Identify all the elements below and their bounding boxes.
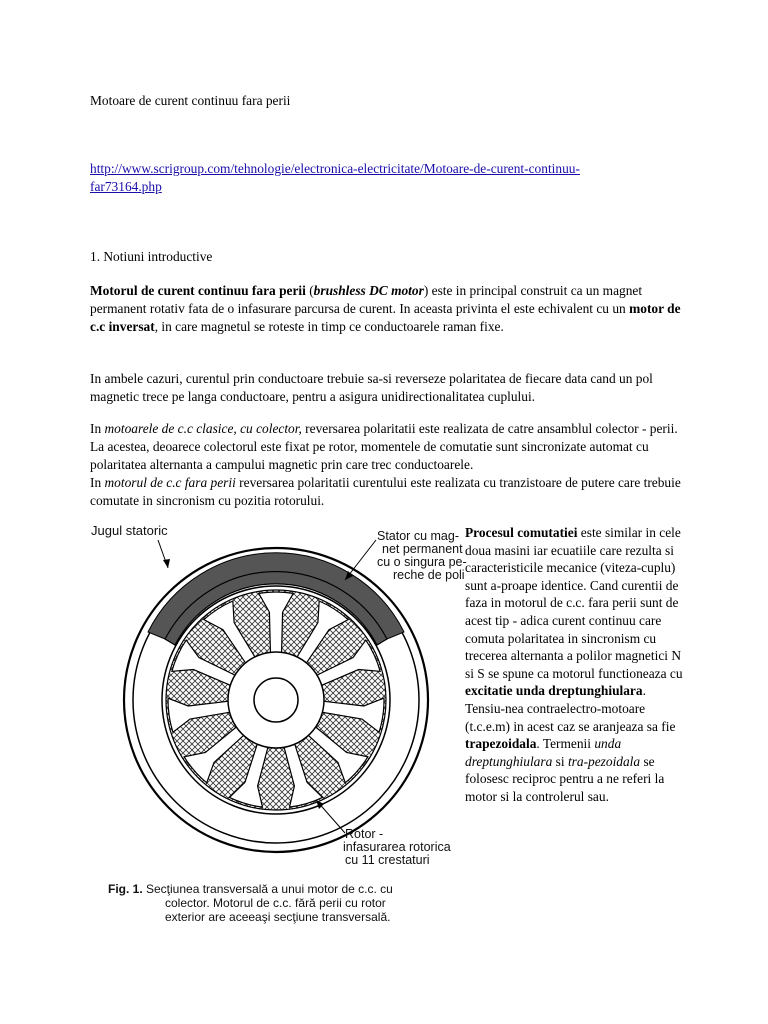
term-square-wave: excitatie unda dreptunghiulara (465, 683, 643, 699)
side-paragraph: Procesul comutatiei este similar in cele doua masini iar ecuatiile care rezulta si caracteristicile mecanice (viteza-cuplu) sunt a-proape identice. Cand curentii de faza in motorul de c.c. fara perii sunt de acest tip - adica curent continuu care comuta polaritatea in sincronism cu trecerea alternanta a polilor magnetici N si S se spune ca motorul functioneaza cu excitatie unda dreptunghiulara. Tensiu-nea contraelectro-motoare (t.c.e.m) in acest caz se aranjeaza sa fie trapezoidala. Termenii unda dreptunghiulara si tra-pezoidala se folosesc reciproc pentru a ne referi la motor si la controlerul sau. (465, 525, 683, 804)
label-stator-magnet: Stator cu mag- net permanent cu o singura pe- reche de poli (377, 529, 467, 582)
paragraph-polarity: In ambele cazuri, curentul prin conductoare trebuie sa-si reverseze polaritatea de fiecare data cand un pol magnetic trece pe langa conductoare, pentru a asigura unidirectionalitatea cuplului. (90, 371, 653, 404)
term-trapezoidal: trapezoidala (465, 736, 537, 752)
paragraph-commutation: In motoarele de c.c clasice, cu colector, reversarea polaritatii este realizata de catre ansamblul colector - perii. La acestea, deoarece colectorul este fixat pe rotor, momentele de comutatie sunt sincronizate automat cu polaritatea alternanta a campului magnetic prin care trec conductoarele. In motorul de c.c fara perii reversarea polaritatii curentului este realizata cu tranzistoare de putere care trebuie comutate in sincronism cu pozitia rotorului. (90, 421, 681, 508)
shaft (254, 678, 298, 722)
document-title: Motoare de curent continuu fara perii (90, 93, 291, 108)
label-rotor: Rotor - infasurarea rotorica cu 11 crestaturi (343, 827, 451, 867)
term-commutation: Procesul comutatiei (465, 525, 578, 540)
term-brushless: brushless DC motor (313, 283, 424, 298)
section-heading: 1. Notiuni introductive (90, 249, 213, 264)
term-bldc: Motorul de curent continuu fara perii (90, 283, 306, 298)
label-stator-yoke: Jugul statoric (91, 523, 168, 538)
paragraph-intro: Motorul de curent continuu fara perii (brushless DC motor) este in principal construit ca un magnet permanent rotativ fata de o infasurare parcursa de curent. In aceasta privinta el este echivalent cu un motor de c.c inversat, in care magnetul se roteste in timp ce conductoarele raman fixe. (90, 283, 681, 334)
source-link-line1[interactable]: http://www.scrigroup.com/tehnologie/electronica-electricitate/Motoare-de-curent-continuu- (90, 161, 580, 176)
figure-caption: Fig. 1. Secţiunea transversală a unui motor de c.c. cu colector. Motorul de c.c. fără perii cu rotor exterior are aceeaşi secţiune transversală. (108, 882, 393, 924)
term-inverted-motor: motor de c.c inversat (90, 301, 681, 334)
source-link-line2[interactable]: far73164.php (90, 179, 162, 194)
figure-number: Fig. 1. (108, 882, 143, 896)
